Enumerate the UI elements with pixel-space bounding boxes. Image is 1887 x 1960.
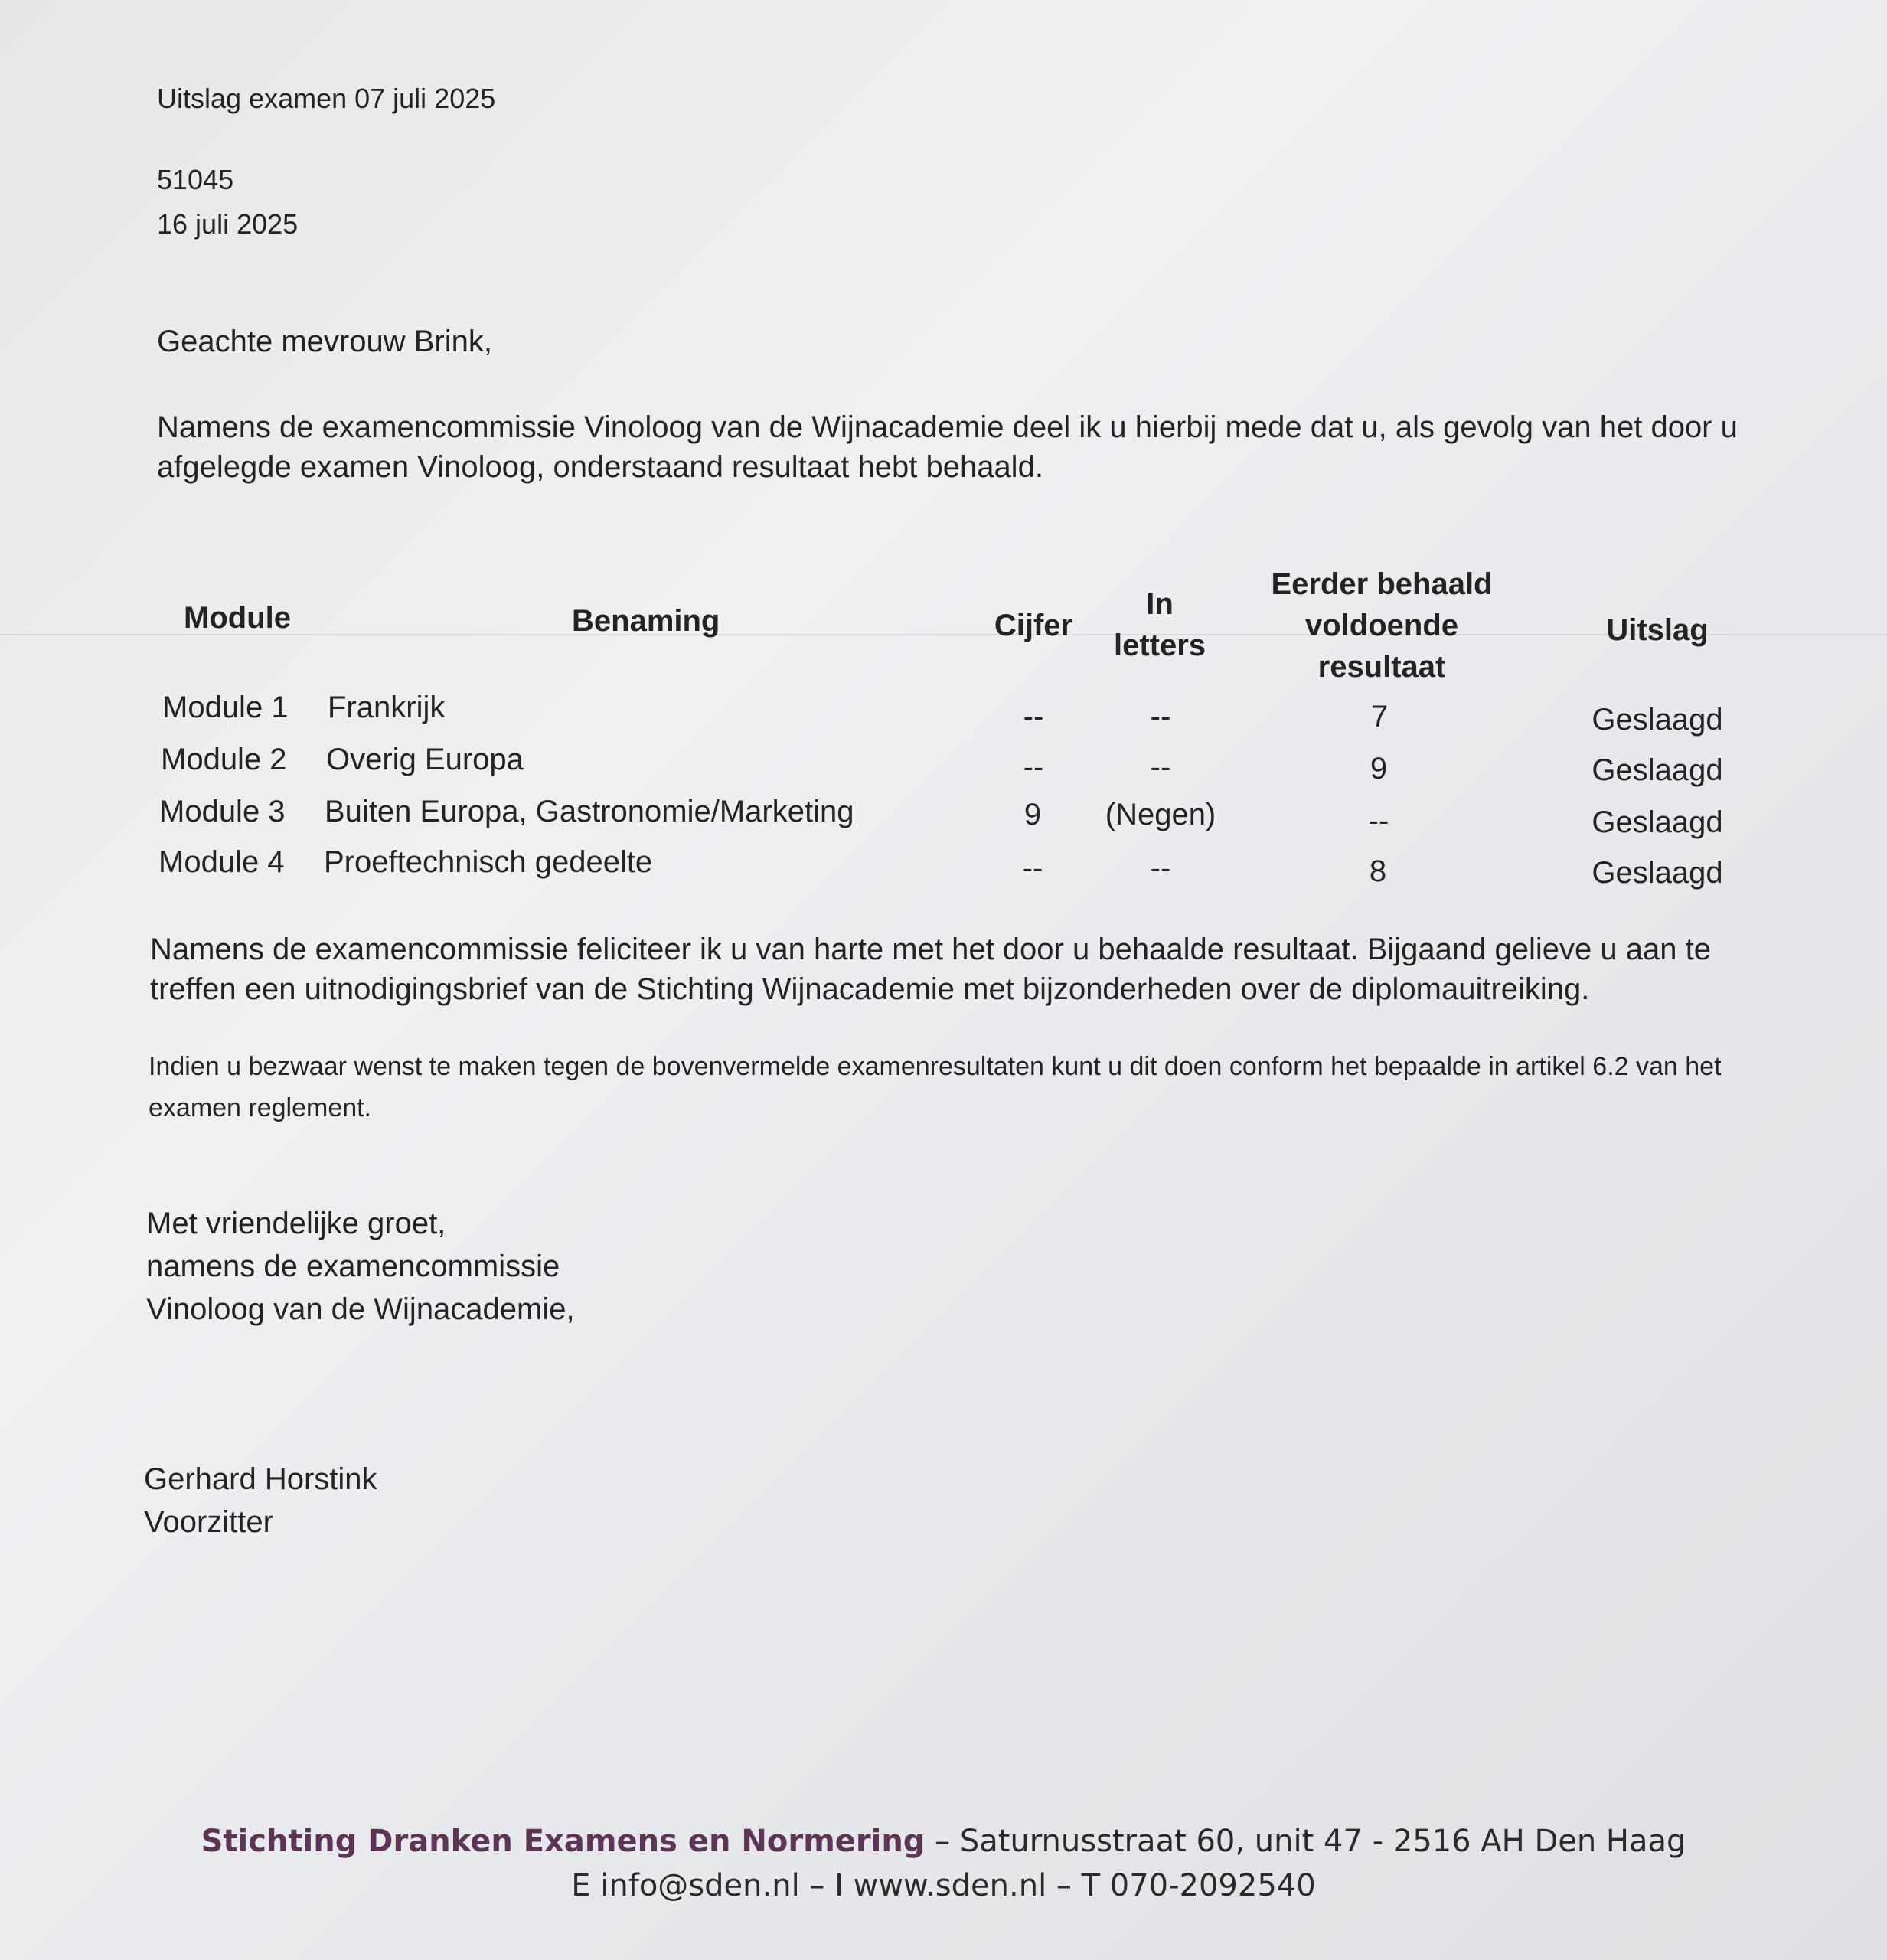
footer-contact: E info@sden.nl – I www.sden.nl – T 070-2092540: [571, 1868, 1316, 1903]
header-module: Module: [184, 601, 291, 635]
cell-module: Module 4: [158, 845, 285, 879]
intro-paragraph: Namens de examencommissie Vinoloog van de Wijnacademie deel ik u hierbij mede dat u, als gevolg van het door u afgelegde examen Vinoloog, onderstaand resultaat hebt behaald.: [157, 410, 1738, 484]
greeting: Geachte mevrouw Brink,: [157, 325, 492, 358]
footer-organization: Stichting Dranken Examens en Normering: [201, 1824, 926, 1859]
cell-in-letters: (Negen): [1105, 798, 1216, 831]
cell-uitslag: Geslaagd: [1592, 805, 1723, 839]
cell-eerder: --: [1368, 804, 1389, 838]
signer-title: Voorzitter: [144, 1505, 273, 1539]
cell-cijfer: --: [1022, 851, 1043, 885]
letter-date: 16 juli 2025: [157, 208, 299, 240]
signer-name: Gerhard Horstink: [144, 1462, 377, 1496]
cell-benaming: Proeftechnisch gedeelte: [324, 845, 653, 879]
header-uitslag: Uitslag: [1606, 613, 1709, 647]
closing-line: Met vriendelijke groet,: [146, 1207, 446, 1240]
cell-cijfer: --: [1023, 750, 1044, 784]
cell-eerder: 9: [1370, 752, 1388, 786]
reference-number: 51045: [157, 164, 234, 195]
cell-in-letters: --: [1150, 700, 1171, 733]
closing-block: [146, 1202, 575, 1331]
header-cijfer: Cijfer: [994, 609, 1073, 642]
objection-note: Indien u bezwaar wenst te maken tegen de bovenvermelde examenresultaten kunt u dit doen conform het bepaalde in artikel 6.2 van het examen reglement.: [149, 1052, 1722, 1123]
cell-cijfer: 9: [1023, 798, 1042, 831]
cell-uitslag: Geslaagd: [1592, 753, 1723, 787]
cell-module: Module 1: [162, 691, 289, 724]
header-benaming: Benaming: [572, 604, 720, 638]
header-eerder-behaald: Eerder behaald voldoende resultaat: [1271, 567, 1493, 684]
cell-in-letters: --: [1150, 851, 1171, 885]
cell-module: Module 2: [161, 743, 287, 776]
header-in-letters: In letters: [1113, 587, 1206, 662]
cell-uitslag: Geslaagd: [1592, 856, 1723, 890]
cell-in-letters: --: [1150, 750, 1171, 784]
footer-address-line: [0, 1824, 1887, 1859]
footer-address: – Saturnusstraat 60, unit 47 - 2516 AH Den Haag: [925, 1824, 1686, 1859]
closing-line: Vinoloog van de Wijnacademie,: [146, 1292, 575, 1326]
subject-line: Uitslag examen 07 juli 2025: [157, 83, 496, 114]
cell-benaming: Buiten Europa, Gastronomie/Marketing: [325, 795, 854, 828]
cell-uitslag: Geslaagd: [1592, 703, 1723, 737]
cell-eerder: 8: [1369, 854, 1387, 888]
closing-line: namens de examencommissie: [146, 1250, 560, 1283]
congratulations-paragraph: Namens de examencommissie feliciteer ik u van harte met het door u behaalde resultaat. Bijgaand gelieve u aan te treffen een uitnodigingsbrief van de Stichting Wijnacademie met bijzonderheden over de diplomauitreiking.: [150, 933, 1711, 1006]
cell-benaming: Overig Europa: [326, 743, 524, 776]
cell-eerder: 7: [1370, 700, 1389, 733]
cell-benaming: Frankrijk: [328, 691, 446, 724]
cell-module: Module 3: [159, 795, 286, 828]
signature-block: [144, 1458, 377, 1544]
cell-cijfer: --: [1023, 700, 1044, 733]
